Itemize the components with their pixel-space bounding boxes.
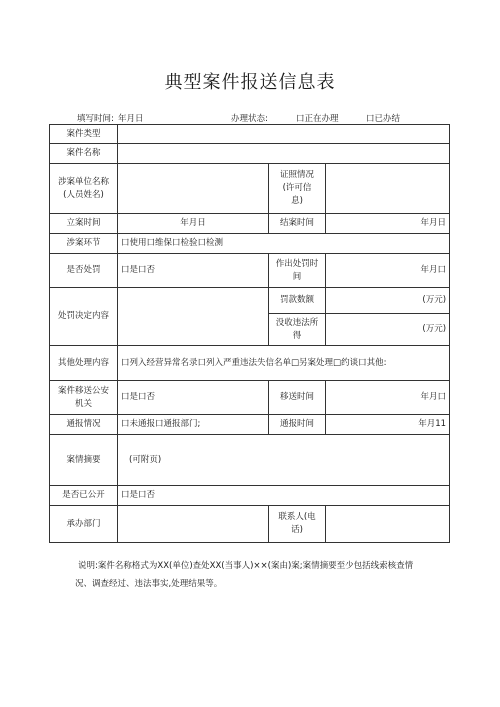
other-label: 其他处理内容 — [50, 346, 118, 381]
penalized-label: 是否处罚 — [50, 254, 118, 288]
row-stage — [50, 234, 450, 254]
case-type-label: 案件类型 — [50, 125, 118, 144]
row-dept — [50, 506, 450, 543]
contact-label: 联系人(电 话) — [269, 506, 326, 543]
notify-options[interactable]: 口未通报口通报部门; — [118, 415, 269, 435]
row-fine — [50, 288, 450, 314]
case-name-field[interactable] — [118, 144, 450, 164]
fill-time-label: 填写时间: — [77, 114, 114, 124]
confiscated-field[interactable]: (万元) — [326, 314, 450, 346]
other-options[interactable]: 口列入经营异常名录口列入严重违法失信名单□另案处理□约谈口其他: — [118, 346, 450, 381]
row-notify — [50, 415, 450, 435]
dept-field[interactable] — [118, 506, 269, 543]
stage-label: 涉案环节 — [50, 234, 118, 254]
row-penalized — [50, 254, 450, 288]
contact-field[interactable] — [326, 506, 450, 543]
note-line-1: 说明:案件名称格式为XX(单位)查处XX(当事人)××(案由)案;案情摘要至少包括线索核查情 — [78, 561, 414, 571]
transfer-time-label: 移送时间 — [269, 381, 326, 415]
status-label: 办理状态: — [231, 114, 268, 124]
explanation-note — [75, 557, 456, 593]
summary-label: 案情摘要 — [50, 435, 118, 486]
notify-time-field[interactable]: 年月11 — [326, 415, 450, 435]
filing-time-field[interactable]: 年月日 — [118, 214, 269, 234]
row-times — [50, 214, 450, 234]
fill-time-value[interactable]: 年月日 — [118, 114, 144, 124]
status-option-closed[interactable]: 口已办结 — [366, 114, 401, 124]
note-line-2: 况、调查经过、违法事实,处理结果等。 — [75, 579, 223, 589]
case-name-label: 案件名称 — [50, 144, 118, 164]
row-public — [50, 486, 450, 506]
public-options[interactable]: 口是口否 — [118, 486, 450, 506]
fine-amount-field[interactable]: (万元) — [326, 288, 450, 314]
transfer-label: 案件移送公安 机关 — [50, 381, 118, 415]
summary-field[interactable]: (可附页) — [118, 435, 450, 486]
row-transfer — [50, 381, 450, 415]
page-title: 典型案件报送信息表 — [164, 72, 336, 93]
decision-label: 处罚决定内容 — [50, 288, 118, 346]
case-type-field[interactable] — [118, 125, 450, 144]
row-case-name — [50, 144, 450, 164]
penalty-time-label: 作出处罚时间 — [269, 254, 326, 288]
notify-label: 通报情况 — [50, 415, 118, 435]
status-option-in-progress[interactable]: 口正在办理 — [296, 114, 339, 124]
dept-label: 承办部门 — [50, 506, 118, 543]
license-label: 证照情况 (许可信 息) — [269, 164, 326, 214]
transfer-time-field[interactable]: 年月口 — [326, 381, 450, 415]
closing-time-label: 结案时间 — [269, 214, 326, 234]
penalized-options[interactable]: 口是口否 — [118, 254, 269, 288]
notify-time-label: 通报时间 — [269, 415, 326, 435]
fine-amount-label: 罚款数额 — [269, 288, 326, 314]
case-info-form — [49, 124, 450, 543]
filing-time-label: 立案时间 — [50, 214, 118, 234]
row-case-type — [50, 125, 450, 144]
confiscated-label: 没收违法所得 — [269, 314, 326, 346]
stage-options[interactable]: 口使用口维保口检验口检测 — [118, 234, 450, 254]
entity-field[interactable] — [118, 164, 269, 214]
row-other — [50, 346, 450, 381]
row-summary — [50, 435, 450, 486]
entity-label: 涉案单位名称 (人员姓名) — [50, 164, 118, 214]
closing-time-field[interactable]: 年月日 — [326, 214, 450, 234]
license-field[interactable] — [326, 164, 450, 214]
decision-field[interactable] — [118, 288, 269, 346]
public-label: 是否已公开 — [50, 486, 118, 506]
row-entity — [50, 164, 450, 214]
penalty-time-field[interactable]: 年月口 — [326, 254, 450, 288]
transfer-options[interactable]: 口是口否 — [118, 381, 269, 415]
